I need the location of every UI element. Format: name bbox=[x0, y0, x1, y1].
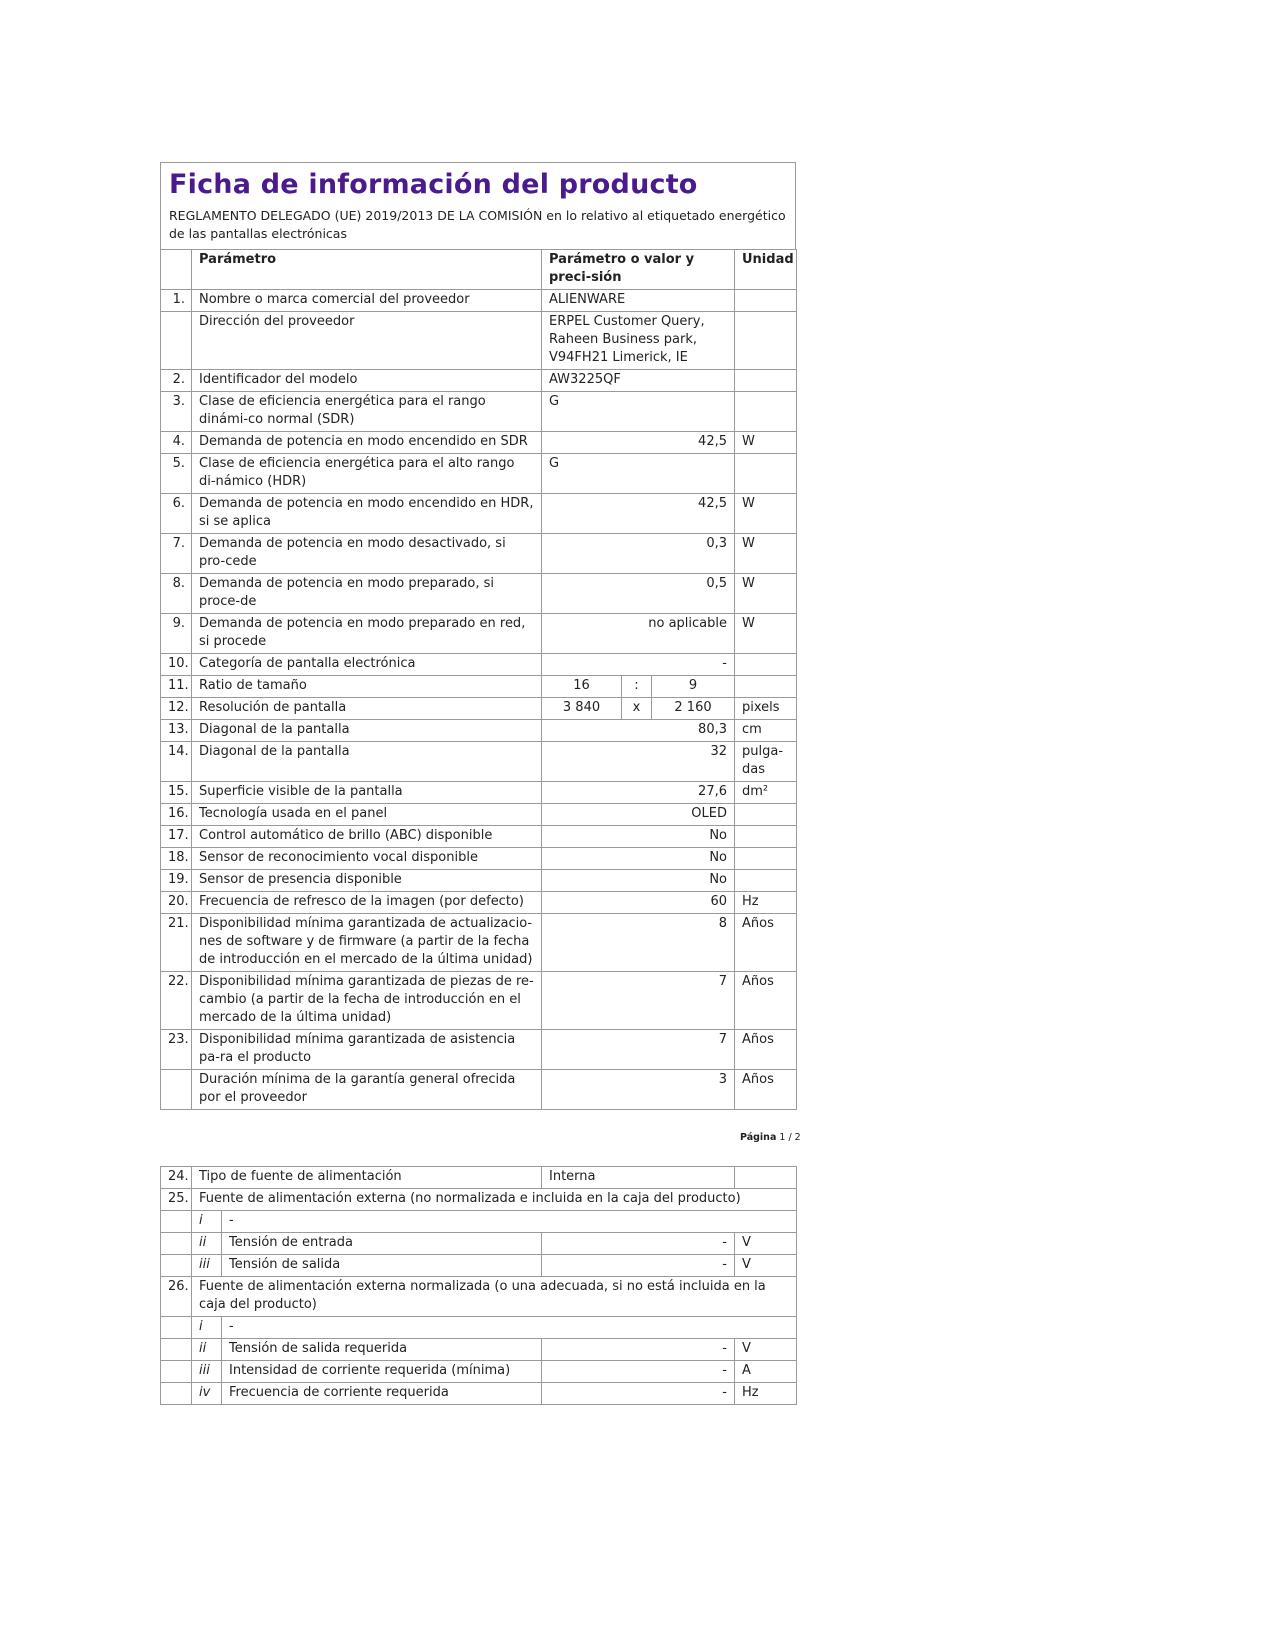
row-value: - bbox=[542, 654, 735, 676]
table-row bbox=[161, 392, 797, 432]
table-row bbox=[161, 312, 797, 370]
row-value-sep: : bbox=[622, 676, 652, 698]
row-number: 8. bbox=[161, 574, 192, 614]
table-row bbox=[161, 432, 797, 454]
row-param: Disponibilidad mínima garantizada de actualizacio-nes de software y de firmware (a partir de la fecha de introducción en el mercado de la última unidad) bbox=[192, 914, 542, 972]
row-number bbox=[161, 312, 192, 370]
title-box bbox=[160, 162, 796, 249]
sub-unit: V bbox=[735, 1339, 797, 1361]
row-number: 22. bbox=[161, 972, 192, 1030]
row-number: 10. bbox=[161, 654, 192, 676]
sub-param: Tensión de salida bbox=[222, 1255, 542, 1277]
row-value: 7 bbox=[542, 972, 735, 1030]
row-number: 3. bbox=[161, 392, 192, 432]
table-row bbox=[161, 1167, 797, 1189]
row-unit: dm² bbox=[735, 782, 797, 804]
row-value: 7 bbox=[542, 1030, 735, 1070]
table-row bbox=[161, 914, 797, 972]
row-value: No bbox=[542, 826, 735, 848]
table-row bbox=[161, 370, 797, 392]
row-unit: Años bbox=[735, 1030, 797, 1070]
row-value: 3 bbox=[542, 1070, 735, 1110]
row-value: 60 bbox=[542, 892, 735, 914]
row-value-b: 9 bbox=[652, 676, 735, 698]
header-parametro: Parámetro bbox=[192, 250, 542, 290]
row-unit bbox=[735, 676, 797, 698]
row-param: Diagonal de la pantalla bbox=[192, 742, 542, 782]
table-row bbox=[161, 892, 797, 914]
row-unit: W bbox=[735, 614, 797, 654]
row-unit bbox=[735, 870, 797, 892]
row-value: OLED bbox=[542, 804, 735, 826]
row-value: no aplicable bbox=[542, 614, 735, 654]
row-unit bbox=[735, 804, 797, 826]
sub-roman: iii bbox=[192, 1255, 222, 1277]
row-number: 17. bbox=[161, 826, 192, 848]
row-value-sep: x bbox=[622, 698, 652, 720]
row-value: AW3225QF bbox=[542, 370, 735, 392]
row-number: 7. bbox=[161, 534, 192, 574]
row-param: Demanda de potencia en modo desactivado, si pro-cede bbox=[192, 534, 542, 574]
row-number: 19. bbox=[161, 870, 192, 892]
row-param: Demanda de potencia en modo preparado en red, si procede bbox=[192, 614, 542, 654]
row-number: 15. bbox=[161, 782, 192, 804]
row-unit bbox=[735, 392, 797, 432]
sub-roman: ii bbox=[192, 1339, 222, 1361]
parameters-table bbox=[160, 249, 797, 1110]
row-param: Duración mínima de la garantía general ofrecida por el proveedor bbox=[192, 1070, 542, 1110]
header-valor: Parámetro o valor y preci-sión bbox=[542, 250, 735, 290]
table-row bbox=[161, 972, 797, 1030]
sub-value: - bbox=[542, 1233, 735, 1255]
sub-value: - bbox=[542, 1255, 735, 1277]
row-value: 0,5 bbox=[542, 574, 735, 614]
sub-row bbox=[161, 1361, 797, 1383]
row-number: 11. bbox=[161, 676, 192, 698]
product-info-sheet-page-2 bbox=[160, 1166, 796, 1405]
table-row bbox=[161, 454, 797, 494]
row-number: 24. bbox=[161, 1167, 192, 1189]
page-label: Página bbox=[740, 1132, 777, 1143]
sub-row bbox=[161, 1255, 797, 1277]
row-param: Demanda de potencia en modo encendido en SDR bbox=[192, 432, 542, 454]
row-value: 27,6 bbox=[542, 782, 735, 804]
row-unit: Años bbox=[735, 914, 797, 972]
table-row bbox=[161, 574, 797, 614]
row-param: Sensor de presencia disponible bbox=[192, 870, 542, 892]
row-param: Demanda de potencia en modo encendido en HDR, si se aplica bbox=[192, 494, 542, 534]
row-value: ERPEL Customer Query, Raheen Business park, V94FH21 Limerick, IE bbox=[542, 312, 735, 370]
row-number: 26. bbox=[161, 1277, 192, 1317]
row-number: 9. bbox=[161, 614, 192, 654]
row-value: G bbox=[542, 392, 735, 432]
row-number bbox=[161, 1070, 192, 1110]
row-param: Diagonal de la pantalla bbox=[192, 720, 542, 742]
header-unidad: Unidad bbox=[735, 250, 797, 290]
row-value: 42,5 bbox=[542, 432, 735, 454]
sub-roman: ii bbox=[192, 1233, 222, 1255]
row-value: 0,3 bbox=[542, 534, 735, 574]
row-unit: W bbox=[735, 432, 797, 454]
row-number: 13. bbox=[161, 720, 192, 742]
sub-row bbox=[161, 1233, 797, 1255]
row-unit: cm bbox=[735, 720, 797, 742]
row-unit: W bbox=[735, 574, 797, 614]
sub-roman: i bbox=[192, 1317, 222, 1339]
row-number: 1. bbox=[161, 290, 192, 312]
sub-param: - bbox=[222, 1211, 797, 1233]
row-number: 18. bbox=[161, 848, 192, 870]
row-value: No bbox=[542, 870, 735, 892]
table-row bbox=[161, 534, 797, 574]
table-row bbox=[161, 848, 797, 870]
row-heading: Fuente de alimentación externa (no normalizada e incluida en la caja del producto) bbox=[192, 1189, 797, 1211]
row-param: Clase de eficiencia energética para el rango dinámi-co normal (SDR) bbox=[192, 392, 542, 432]
row-unit bbox=[735, 370, 797, 392]
table-row bbox=[161, 826, 797, 848]
table-row bbox=[161, 290, 797, 312]
table-row bbox=[161, 614, 797, 654]
row-param: Tipo de fuente de alimentación bbox=[192, 1167, 542, 1189]
sub-row bbox=[161, 1383, 797, 1405]
row-value: 8 bbox=[542, 914, 735, 972]
row-number: 23. bbox=[161, 1030, 192, 1070]
row-value: 42,5 bbox=[542, 494, 735, 534]
header-number bbox=[161, 250, 192, 290]
row-number: 4. bbox=[161, 432, 192, 454]
table-header-row bbox=[161, 250, 797, 290]
table-row bbox=[161, 1277, 797, 1317]
row-number: 20. bbox=[161, 892, 192, 914]
row-value-a: 3 840 bbox=[542, 698, 622, 720]
table-row bbox=[161, 654, 797, 676]
row-unit: Años bbox=[735, 1070, 797, 1110]
row-unit: W bbox=[735, 494, 797, 534]
row-unit bbox=[735, 826, 797, 848]
row-param: Demanda de potencia en modo preparado, si proce-de bbox=[192, 574, 542, 614]
sub-roman: iv bbox=[192, 1383, 222, 1405]
row-value-a: 16 bbox=[542, 676, 622, 698]
sub-param: Intensidad de corriente requerida (mínima) bbox=[222, 1361, 542, 1383]
row-unit bbox=[735, 654, 797, 676]
sub-unit: Hz bbox=[735, 1383, 797, 1405]
table-row bbox=[161, 676, 797, 698]
row-unit bbox=[735, 848, 797, 870]
row-param: Identificador del modelo bbox=[192, 370, 542, 392]
sub-unit: V bbox=[735, 1255, 797, 1277]
sub-roman: i bbox=[192, 1211, 222, 1233]
table-row bbox=[161, 1070, 797, 1110]
table-row bbox=[161, 804, 797, 826]
row-number: 2. bbox=[161, 370, 192, 392]
row-value: 80,3 bbox=[542, 720, 735, 742]
row-unit: W bbox=[735, 534, 797, 574]
sub-value: - bbox=[542, 1383, 735, 1405]
sub-param: - bbox=[222, 1317, 797, 1339]
sub-unit: A bbox=[735, 1361, 797, 1383]
row-value: ALIENWARE bbox=[542, 290, 735, 312]
row-unit bbox=[735, 312, 797, 370]
sub-roman: iii bbox=[192, 1361, 222, 1383]
product-info-sheet-page-1 bbox=[160, 162, 796, 1110]
sub-row bbox=[161, 1211, 797, 1233]
sub-row bbox=[161, 1317, 797, 1339]
table-row bbox=[161, 1189, 797, 1211]
page-title: Ficha de información del producto bbox=[169, 169, 698, 200]
row-value: No bbox=[542, 848, 735, 870]
row-value: 32 bbox=[542, 742, 735, 782]
row-number: 16. bbox=[161, 804, 192, 826]
sub-param: Tensión de entrada bbox=[222, 1233, 542, 1255]
row-param: Ratio de tamaño bbox=[192, 676, 542, 698]
sub-row bbox=[161, 1339, 797, 1361]
row-param: Frecuencia de refresco de la imagen (por defecto) bbox=[192, 892, 542, 914]
row-param: Disponibilidad mínima garantizada de asistencia pa-ra el producto bbox=[192, 1030, 542, 1070]
row-value-b: 2 160 bbox=[652, 698, 735, 720]
row-number: 12. bbox=[161, 698, 192, 720]
power-supply-table bbox=[160, 1166, 797, 1405]
sub-value: - bbox=[542, 1339, 735, 1361]
row-number: 21. bbox=[161, 914, 192, 972]
regulation-subtitle: REGLAMENTO DELEGADO (UE) 2019/2013 DE LA COMISIÓN en lo relativo al etiquetado energético de las pantallas electrónicas bbox=[169, 208, 786, 241]
row-param: Control automático de brillo (ABC) disponible bbox=[192, 826, 542, 848]
row-value: G bbox=[542, 454, 735, 494]
row-number: 6. bbox=[161, 494, 192, 534]
table-row bbox=[161, 720, 797, 742]
row-unit: Años bbox=[735, 972, 797, 1030]
row-unit: Hz bbox=[735, 892, 797, 914]
row-param: Tecnología usada en el panel bbox=[192, 804, 542, 826]
table-row bbox=[161, 742, 797, 782]
row-param: Dirección del proveedor bbox=[192, 312, 542, 370]
sub-value: - bbox=[542, 1361, 735, 1383]
row-param: Resolución de pantalla bbox=[192, 698, 542, 720]
table-row bbox=[161, 494, 797, 534]
table-row bbox=[161, 698, 797, 720]
row-number: 25. bbox=[161, 1189, 192, 1211]
row-param: Sensor de reconocimiento vocal disponible bbox=[192, 848, 542, 870]
row-param: Categoría de pantalla electrónica bbox=[192, 654, 542, 676]
table-row bbox=[161, 1030, 797, 1070]
row-unit bbox=[735, 1167, 797, 1189]
table-row bbox=[161, 870, 797, 892]
row-param: Clase de eficiencia energética para el alto rango di-námico (HDR) bbox=[192, 454, 542, 494]
row-number: 14. bbox=[161, 742, 192, 782]
page-number bbox=[740, 1132, 801, 1143]
row-heading: Fuente de alimentación externa normalizada (o una adecuada, si no está incluida en la caja del producto) bbox=[192, 1277, 797, 1317]
row-number: 5. bbox=[161, 454, 192, 494]
row-value: Interna bbox=[542, 1167, 735, 1189]
row-unit: pulga-das bbox=[735, 742, 797, 782]
row-unit bbox=[735, 454, 797, 494]
row-param: Superficie visible de la pantalla bbox=[192, 782, 542, 804]
page-num-value: 1 / 2 bbox=[779, 1132, 801, 1143]
sub-unit: V bbox=[735, 1233, 797, 1255]
row-unit bbox=[735, 290, 797, 312]
row-param: Nombre o marca comercial del proveedor bbox=[192, 290, 542, 312]
row-unit: pixels bbox=[735, 698, 797, 720]
row-param: Disponibilidad mínima garantizada de piezas de re-cambio (a partir de la fecha de introducción en el mercado de la última unidad) bbox=[192, 972, 542, 1030]
sub-param: Frecuencia de corriente requerida bbox=[222, 1383, 542, 1405]
sub-param: Tensión de salida requerida bbox=[222, 1339, 542, 1361]
table-row bbox=[161, 782, 797, 804]
